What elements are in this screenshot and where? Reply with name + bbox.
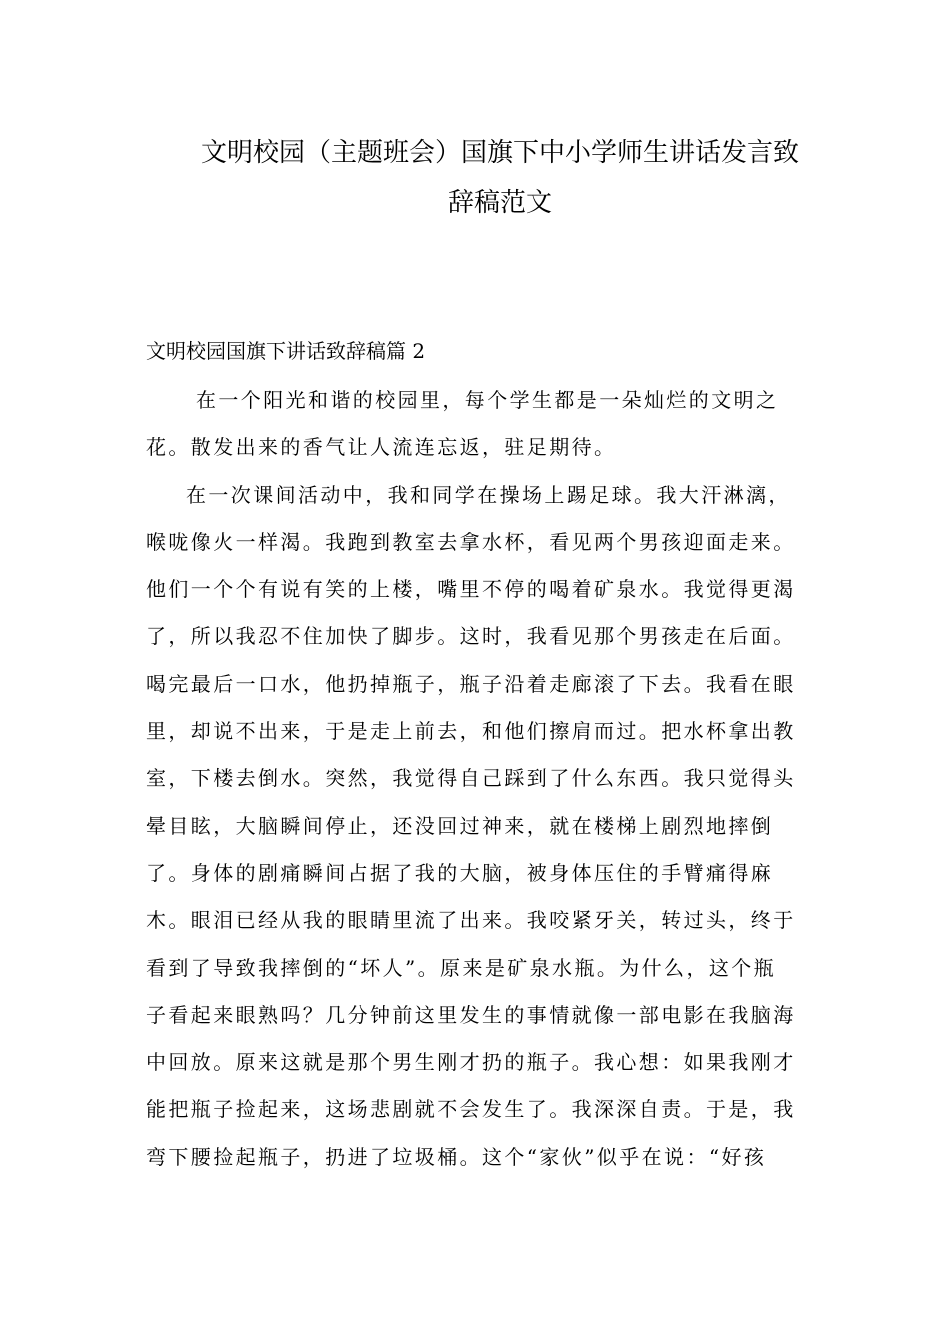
text-line: 弯下腰捡起瓶子，扔进了垃圾桶。这个“家伙”似乎在说：“好孩: [146, 1144, 767, 1169]
text-line: 他们一个个有说有笑的上楼，嘴里不停的喝着矿泉水。我觉得更渴: [146, 577, 796, 602]
text-line: 花。散发出来的香气让人流连忘返，驻足期待。: [146, 435, 617, 460]
body-text: [146, 385, 806, 1189]
title-line-1: 文明校园（主题班会）国旗下中小学师生讲话发言致: [200, 138, 799, 168]
text-line: 里，却说不出来，于是走上前去，和他们擦肩而过。把水杯拿出教: [146, 719, 796, 744]
title-line-2: 辞稿范文: [447, 188, 552, 218]
text-line: 喉咙像火一样渴。我跑到教室去拿水杯，看见两个男孩迎面走来。: [146, 529, 796, 554]
text-line: 看到了导致我摔倒的“坏人”。原来是矿泉水瓶。为什么，这个瓶: [146, 955, 777, 980]
text-line: 晕目眩，大脑瞬间停止，还没回过神来，就在楼梯上剧烈地摔倒: [146, 813, 774, 838]
text-line: 喝完最后一口水，他扔掉瓶子，瓶子沿着走廊滚了下去。我看在眼: [146, 671, 796, 696]
text-line: 了。身体的剧痛瞬间占据了我的大脑，被身体压住的手臂痛得麻: [146, 860, 774, 885]
text-line: 能把瓶子捡起来，这场悲剧就不会发生了。我深深自责。于是，我: [146, 1097, 796, 1122]
text-line: 在一次课间活动中，我和同学在操场上踢足球。我大汗淋漓，: [186, 482, 791, 507]
text-line: 在一个阳光和谐的校园里，每个学生都是一朵灿烂的文明之: [196, 388, 779, 412]
text-line: 子看起来眼熟吗？几分钟前这里发生的事情就像一部电影在我脑海: [146, 1002, 796, 1027]
text-line: 了，所以我忍不住加快了脚步。这时，我看见那个男孩走在后面。: [146, 624, 796, 649]
text-line: 木。眼泪已经从我的眼睛里流了出来。我咬紧牙关，转过头，终于: [146, 908, 796, 933]
text-line: 中回放。原来这就是那个男生刚才扔的瓶子。我心想：如果我刚才: [146, 1050, 796, 1075]
text-line: 室，下楼去倒水。突然，我觉得自己踩到了什么东西。我只觉得头: [146, 766, 796, 791]
document-title: [150, 128, 850, 228]
section-heading: 文明校园国旗下讲话致辞稿篇 2: [146, 339, 426, 363]
